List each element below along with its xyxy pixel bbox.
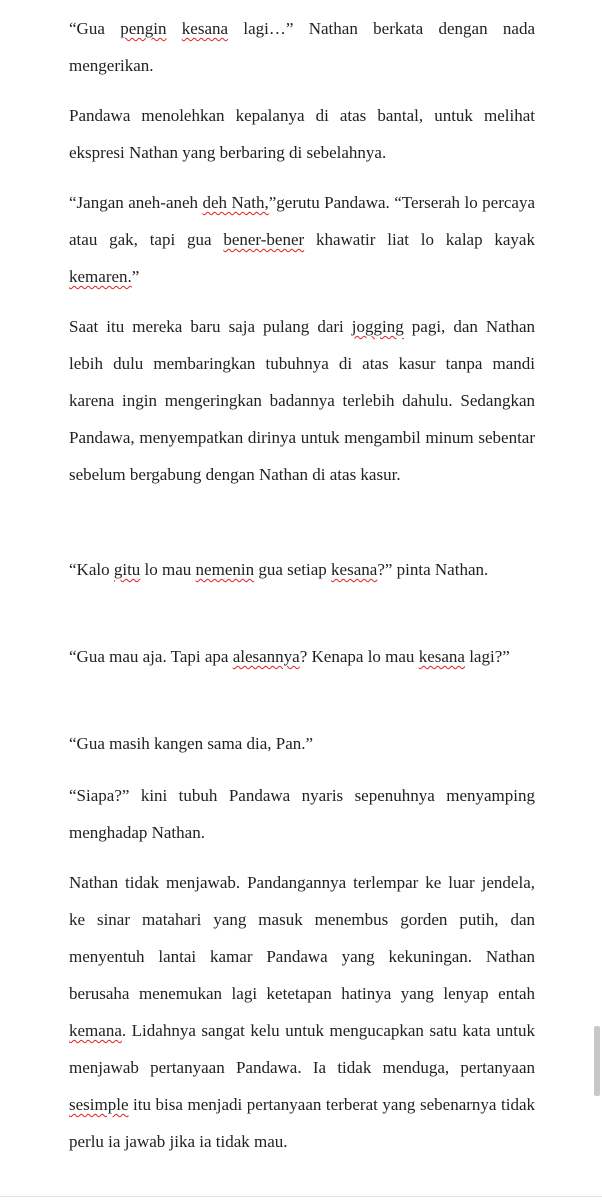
spellcheck-word: alesannya (232, 647, 300, 666)
text-run: ” (131, 267, 140, 286)
spellcheck-word: kesana (331, 560, 378, 579)
paragraph-5 (69, 551, 535, 588)
spellcheck-word: sesimple (69, 1095, 129, 1114)
spellcheck-word: pengin (120, 19, 167, 38)
spellcheck-word: bener-bener (223, 230, 305, 249)
paragraph-7 (69, 725, 535, 762)
text-run: itu bisa menjadi pertanyaan terberat yang sebenarnya tidak perlu ia jawab jika ia tidak mau. (69, 1095, 535, 1151)
scrollbar-thumb[interactable] (594, 1026, 600, 1096)
text-run: lagi…” Nathan berkata dengan nada mengerikan. (69, 19, 535, 75)
text-run: Saat itu mereka baru saja pulang dari (69, 317, 352, 336)
spellcheck-word: jogging (351, 317, 404, 336)
paragraph-4 (69, 308, 535, 493)
text-run: ? Kenapa lo mau (299, 647, 419, 666)
text-run (166, 19, 181, 38)
text-run: “Kalo (69, 560, 114, 579)
text-run: Nathan tidak menjawab. Pandangannya terlempar ke luar jendela, ke sinar matahari yang masuk menembus gorden putih, dan menyentuh lantai kamar Pandawa yang kekuningan. Nathan berusaha menemukan lagi ketetapan hatinya yang lenyap entah (69, 873, 535, 1003)
paragraph-3 (69, 184, 535, 295)
paragraph-8 (69, 777, 535, 851)
paragraph-6 (69, 638, 535, 675)
paragraph-1 (69, 10, 535, 84)
text-run: khawatir liat lo kalap kayak (304, 230, 535, 249)
text-run: gua setiap (254, 560, 332, 579)
spellcheck-word: nemenin (195, 560, 255, 579)
text-run: ”gerutu Pandawa. “Terserah lo percaya atau gak, tapi gua (69, 193, 535, 249)
page-bottom-divider (0, 1196, 602, 1197)
text-run: “Gua (69, 19, 121, 38)
text-run: Pandawa menolehkan kepalanya di atas bantal, untuk melihat ekspresi Nathan yang berbaring di sebelahnya. (69, 106, 535, 162)
spellcheck-word: kesana (181, 19, 229, 38)
paragraph-2 (69, 97, 535, 171)
text-run: pagi, dan Nathan lebih dulu membaringkan tubuhnya di atas kasur tanpa mandi karena ingin mengeringkan badannya terlebih dahulu. Sedangkan Pandawa, menyempatkan dirinya untuk mengambil minum sebentar sebelum bergabung dengan Nathan di atas kasur. (69, 317, 535, 484)
spellcheck-word: kesana (418, 647, 465, 666)
text-run: “Jangan aneh-aneh (69, 193, 203, 212)
spellcheck-word: kemana (69, 1021, 122, 1040)
spellcheck-word: deh Nath, (202, 193, 269, 212)
text-run: . Lidahnya sangat kelu untuk mengucapkan satu kata untuk menjawab pertanyaan Pandawa. Ia tidak menduga, pertanyaan (69, 1021, 535, 1077)
text-run: “Gua mau aja. Tapi apa (69, 647, 233, 666)
text-run: lagi?” (464, 647, 510, 666)
spellcheck-word: kemaren. (69, 267, 132, 286)
text-run: lo mau (140, 560, 196, 579)
text-run: “Gua masih kangen sama dia, Pan.” (69, 734, 314, 753)
paragraph-9 (69, 864, 535, 1160)
spellcheck-word: gitu (113, 560, 141, 579)
text-run: “Siapa?” kini tubuh Pandawa nyaris sepenuhnya menyamping menghadap Nathan. (69, 786, 535, 842)
text-run: ?” pinta Nathan. (377, 560, 489, 579)
